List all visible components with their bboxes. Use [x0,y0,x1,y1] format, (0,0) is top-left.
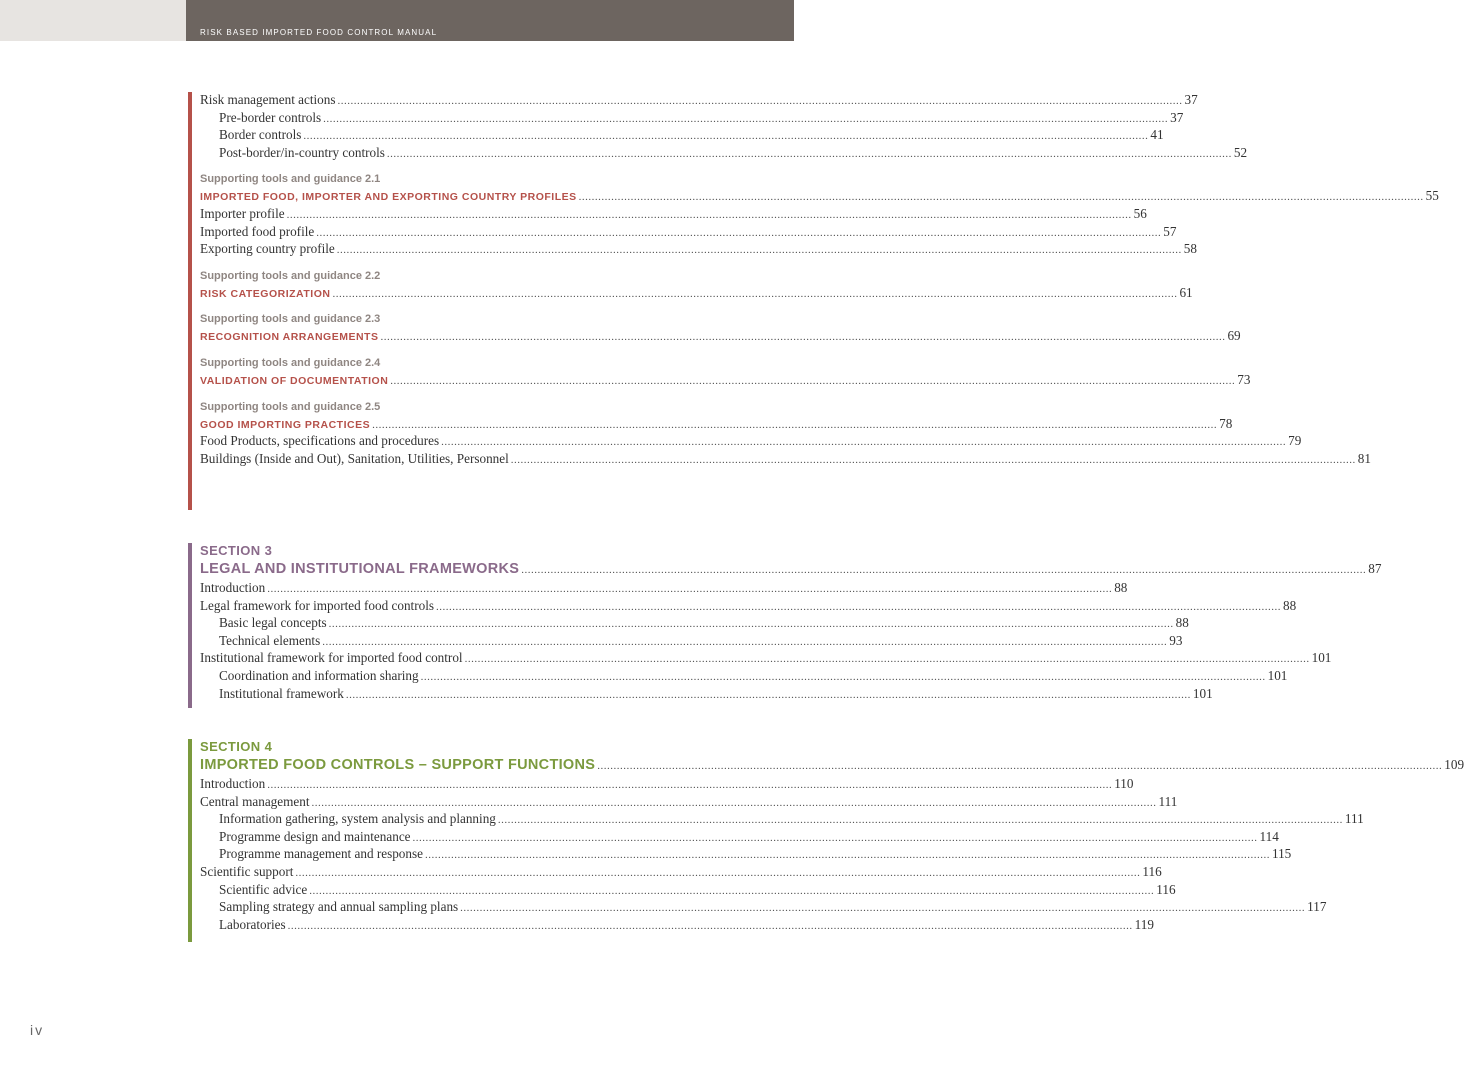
dot-leader: .................................................................................................................................................................................................................................................................... [510,453,1356,466]
supporting-tool-entry[interactable] [200,284,1193,303]
toc-page-number: 56 [1133,205,1147,221]
section-2-color-bar [188,92,192,510]
toc-entry-title: Buildings (Inside and Out), Sanitation, Utilities, Personnel [200,450,509,466]
toc-entry-title: Introduction [200,776,266,791]
dot-leader: .................................................................................................................................................................................................................................................................... [303,130,1149,143]
toc-entry[interactable] [200,881,1176,900]
toc-entry[interactable] [200,899,1327,917]
dot-leader: .................................................................................................................................................................................................................................................................... [424,849,1270,862]
toc-page-number: 116 [1156,881,1176,897]
toc-entry-title: GOOD IMPORTING PRACTICES [200,418,371,431]
toc-entry[interactable] [200,615,1189,633]
dot-leader: .................................................................................................................................................................................................................................................................... [372,418,1218,431]
toc-entry-title: Information gathering, system analysis and planning [219,811,496,827]
toc-entry-title: IMPORTED FOOD CONTROLS – SUPPORT FUNCTIONS [200,757,596,773]
toc-entry-title: RISK CATEGORIZATION [200,287,331,300]
dot-leader: .................................................................................................................................................................................................................................................................... [336,244,1182,257]
toc-page-number: 81 [1357,450,1371,466]
toc-entry[interactable] [200,811,1364,829]
supporting-tool-entry[interactable] [200,328,1241,346]
supporting-tool-entry[interactable] [200,188,1439,206]
dot-leader: .................................................................................................................................................................................................................................................................... [597,760,1443,772]
dot-leader: .................................................................................................................................................................................................................................................................... [464,653,1310,666]
toc-page-number: 58 [1183,241,1197,257]
toc-entry-title: Programme management and response [219,846,423,862]
toc-entry-title: Scientific advice [219,881,308,897]
toc-entry[interactable] [200,597,1297,616]
toc-entry-title: Risk management actions [200,92,336,107]
toc-entry-title: Coordination and information sharing [219,667,419,683]
dot-leader: .................................................................................................................................................................................................................................................................... [309,884,1155,897]
dot-leader: .................................................................................................................................................................................................................................................................... [287,919,1133,932]
toc-entry-title: Imported food profile [200,223,315,239]
supporting-tools-label: Supporting tools and guidance 2.2 [200,269,381,282]
toc-entry-title: Border controls [219,127,302,143]
toc-section-3 [188,543,1382,703]
toc-entry[interactable] [200,793,1178,812]
toc-entry-title: Legal framework for imported food controls [200,597,435,613]
toc-entry[interactable] [200,92,1198,110]
supporting-tools-label: Supporting tools and guidance 2.1 [200,173,381,186]
toc-entry[interactable] [200,144,1248,163]
toc-page-number: 88 [1175,615,1189,631]
dot-leader: .................................................................................................................................................................................................................................................................... [578,191,1424,204]
toc-page-number: 88 [1283,597,1297,613]
toc-section-4 [188,739,1464,934]
toc-page-number: 61 [1179,284,1193,300]
toc-page-number: 79 [1288,433,1302,449]
toc-page-number: 57 [1163,223,1177,239]
dot-leader: .................................................................................................................................................................................................................................................................... [295,866,1141,879]
dot-leader: .................................................................................................................................................................................................................................................................... [460,902,1306,915]
toc-section-2-continued [188,92,1439,468]
dot-leader: .................................................................................................................................................................................................................................................................... [328,618,1174,631]
toc-entry-title: Exporting country profile [200,241,335,257]
page-number: iv [30,1022,45,1038]
dot-leader: .................................................................................................................................................................................................................................................................... [267,583,1113,595]
dot-leader: .................................................................................................................................................................................................................................................................... [286,208,1132,221]
toc-page-number: 115 [1271,846,1292,862]
toc-page-number: 114 [1259,828,1279,844]
toc-entry[interactable] [200,846,1292,864]
toc-page-number: 110 [1114,776,1134,791]
toc-page-number: 101 [1192,685,1213,701]
toc-page-number: 55 [1425,188,1439,204]
dot-leader: .................................................................................................................................................................................................................................................................... [390,374,1236,387]
dot-leader: .................................................................................................................................................................................................................................................................... [323,112,1169,125]
toc-page-number: 69 [1227,328,1241,344]
toc-page-number: 101 [1311,650,1332,666]
toc-page-number: 52 [1233,144,1248,160]
section-4-color-bar [188,739,192,942]
toc-page-number: 117 [1307,899,1327,915]
toc-entry-title: Institutional framework for imported food control [200,650,463,666]
toc-page-number: 87 [1368,561,1382,576]
dot-leader: .................................................................................................................................................................................................................................................................... [441,436,1287,449]
toc-entry[interactable] [200,828,1279,847]
toc-page-number: 111 [1344,811,1364,827]
dot-leader: .................................................................................................................................................................................................................................................................... [386,147,1232,160]
toc-page-number: 88 [1114,580,1128,595]
toc-entry[interactable] [200,127,1164,145]
dot-leader: .................................................................................................................................................................................................................................................................... [332,287,1178,300]
dot-leader: .................................................................................................................................................................................................................................................................... [267,779,1113,791]
section-title-entry[interactable] [200,757,1464,776]
toc-entry-title: Food Products, specifications and procedures [200,433,440,449]
running-header: RISK BASED IMPORTED FOOD CONTROL MANUAL [200,28,438,37]
toc-entry[interactable] [200,109,1184,128]
toc-entry-title: LEGAL AND INSTITUTIONAL FRAMEWORKS [200,561,520,577]
toc-entry[interactable] [200,433,1302,451]
header-light-band [0,0,186,41]
dot-leader: .................................................................................................................................................................................................................................................................... [412,831,1258,844]
toc-entry-title: Sampling strategy and annual sampling plans [219,899,459,915]
section-label: SECTION 3 [200,543,273,558]
toc-page-number: 73 [1237,371,1251,387]
dot-leader: .................................................................................................................................................................................................................................................................... [311,796,1157,809]
toc-page-number: 37 [1184,92,1198,107]
toc-entry-title: Importer profile [200,205,285,221]
toc-entry-title: IMPORTED FOOD, IMPORTER AND EXPORTING COUNTRY PROFILES [200,191,577,204]
toc-entry[interactable] [200,241,1197,259]
toc-entry[interactable] [200,685,1213,704]
dot-leader: .................................................................................................................................................................................................................................................................... [420,670,1266,683]
toc-entry[interactable] [200,580,1128,598]
section-3-color-bar [188,543,192,708]
dot-leader: .................................................................................................................................................................................................................................................................... [316,226,1162,239]
section-label: SECTION 4 [200,739,273,754]
toc-entry-title: VALIDATION OF DOCUMENTATION [200,374,389,387]
toc-entry[interactable] [200,667,1288,686]
dot-leader: .................................................................................................................................................................................................................................................................... [380,331,1226,344]
dot-leader: .................................................................................................................................................................................................................................................................... [436,600,1282,613]
toc-page-number: 116 [1142,863,1162,879]
toc-page-number: 119 [1134,916,1154,932]
toc-entry-title: Post-border/in-country controls [219,144,385,160]
toc-entry-title: Scientific support [200,863,294,879]
dot-leader: .................................................................................................................................................................................................................................................................... [521,564,1367,576]
toc-entry-title: Central management [200,793,310,809]
toc-entry[interactable] [200,650,1332,668]
toc-page-number: 93 [1169,632,1183,648]
toc-entry[interactable] [200,916,1154,935]
toc-entry-title: Technical elements [219,632,321,648]
dot-leader: .................................................................................................................................................................................................................................................................... [322,635,1168,648]
toc-entry-title: Introduction [200,580,266,595]
toc-page-number: 111 [1158,793,1178,809]
toc-entry-title: Basic legal concepts [219,615,327,631]
toc-page-number: 109 [1444,757,1464,772]
supporting-tools-label: Supporting tools and guidance 2.4 [200,356,381,369]
toc-entry-title: Programme design and maintenance [219,828,411,844]
toc-entry[interactable] [200,223,1177,242]
toc-entry-title: Laboratories [219,916,286,932]
toc-entry-title: RECOGNITION ARRANGEMENTS [200,331,379,344]
supporting-tool-entry[interactable] [200,371,1251,390]
toc-page-number: 41 [1150,127,1164,143]
toc-page-number: 37 [1170,109,1184,125]
toc-entry[interactable] [200,776,1134,794]
dot-leader: .................................................................................................................................................................................................................................................................... [345,688,1191,701]
toc-entry[interactable] [200,205,1147,224]
supporting-tool-entry[interactable] [200,415,1233,434]
toc-entry[interactable] [200,632,1183,651]
supporting-tools-label: Supporting tools and guidance 2.5 [200,400,381,413]
toc-entry-title: Institutional framework [219,685,344,701]
toc-page-number: 101 [1267,667,1288,683]
dot-leader: .................................................................................................................................................................................................................................................................... [497,814,1343,827]
toc-entry[interactable] [200,863,1162,882]
supporting-tools-label: Supporting tools and guidance 2.3 [200,313,381,326]
dot-leader: .................................................................................................................................................................................................................................................................... [337,95,1183,107]
toc-entry[interactable] [200,450,1371,469]
section-title-entry[interactable] [200,561,1382,580]
toc-entry-title: Pre-border controls [219,109,322,125]
toc-page-number: 78 [1219,415,1233,431]
